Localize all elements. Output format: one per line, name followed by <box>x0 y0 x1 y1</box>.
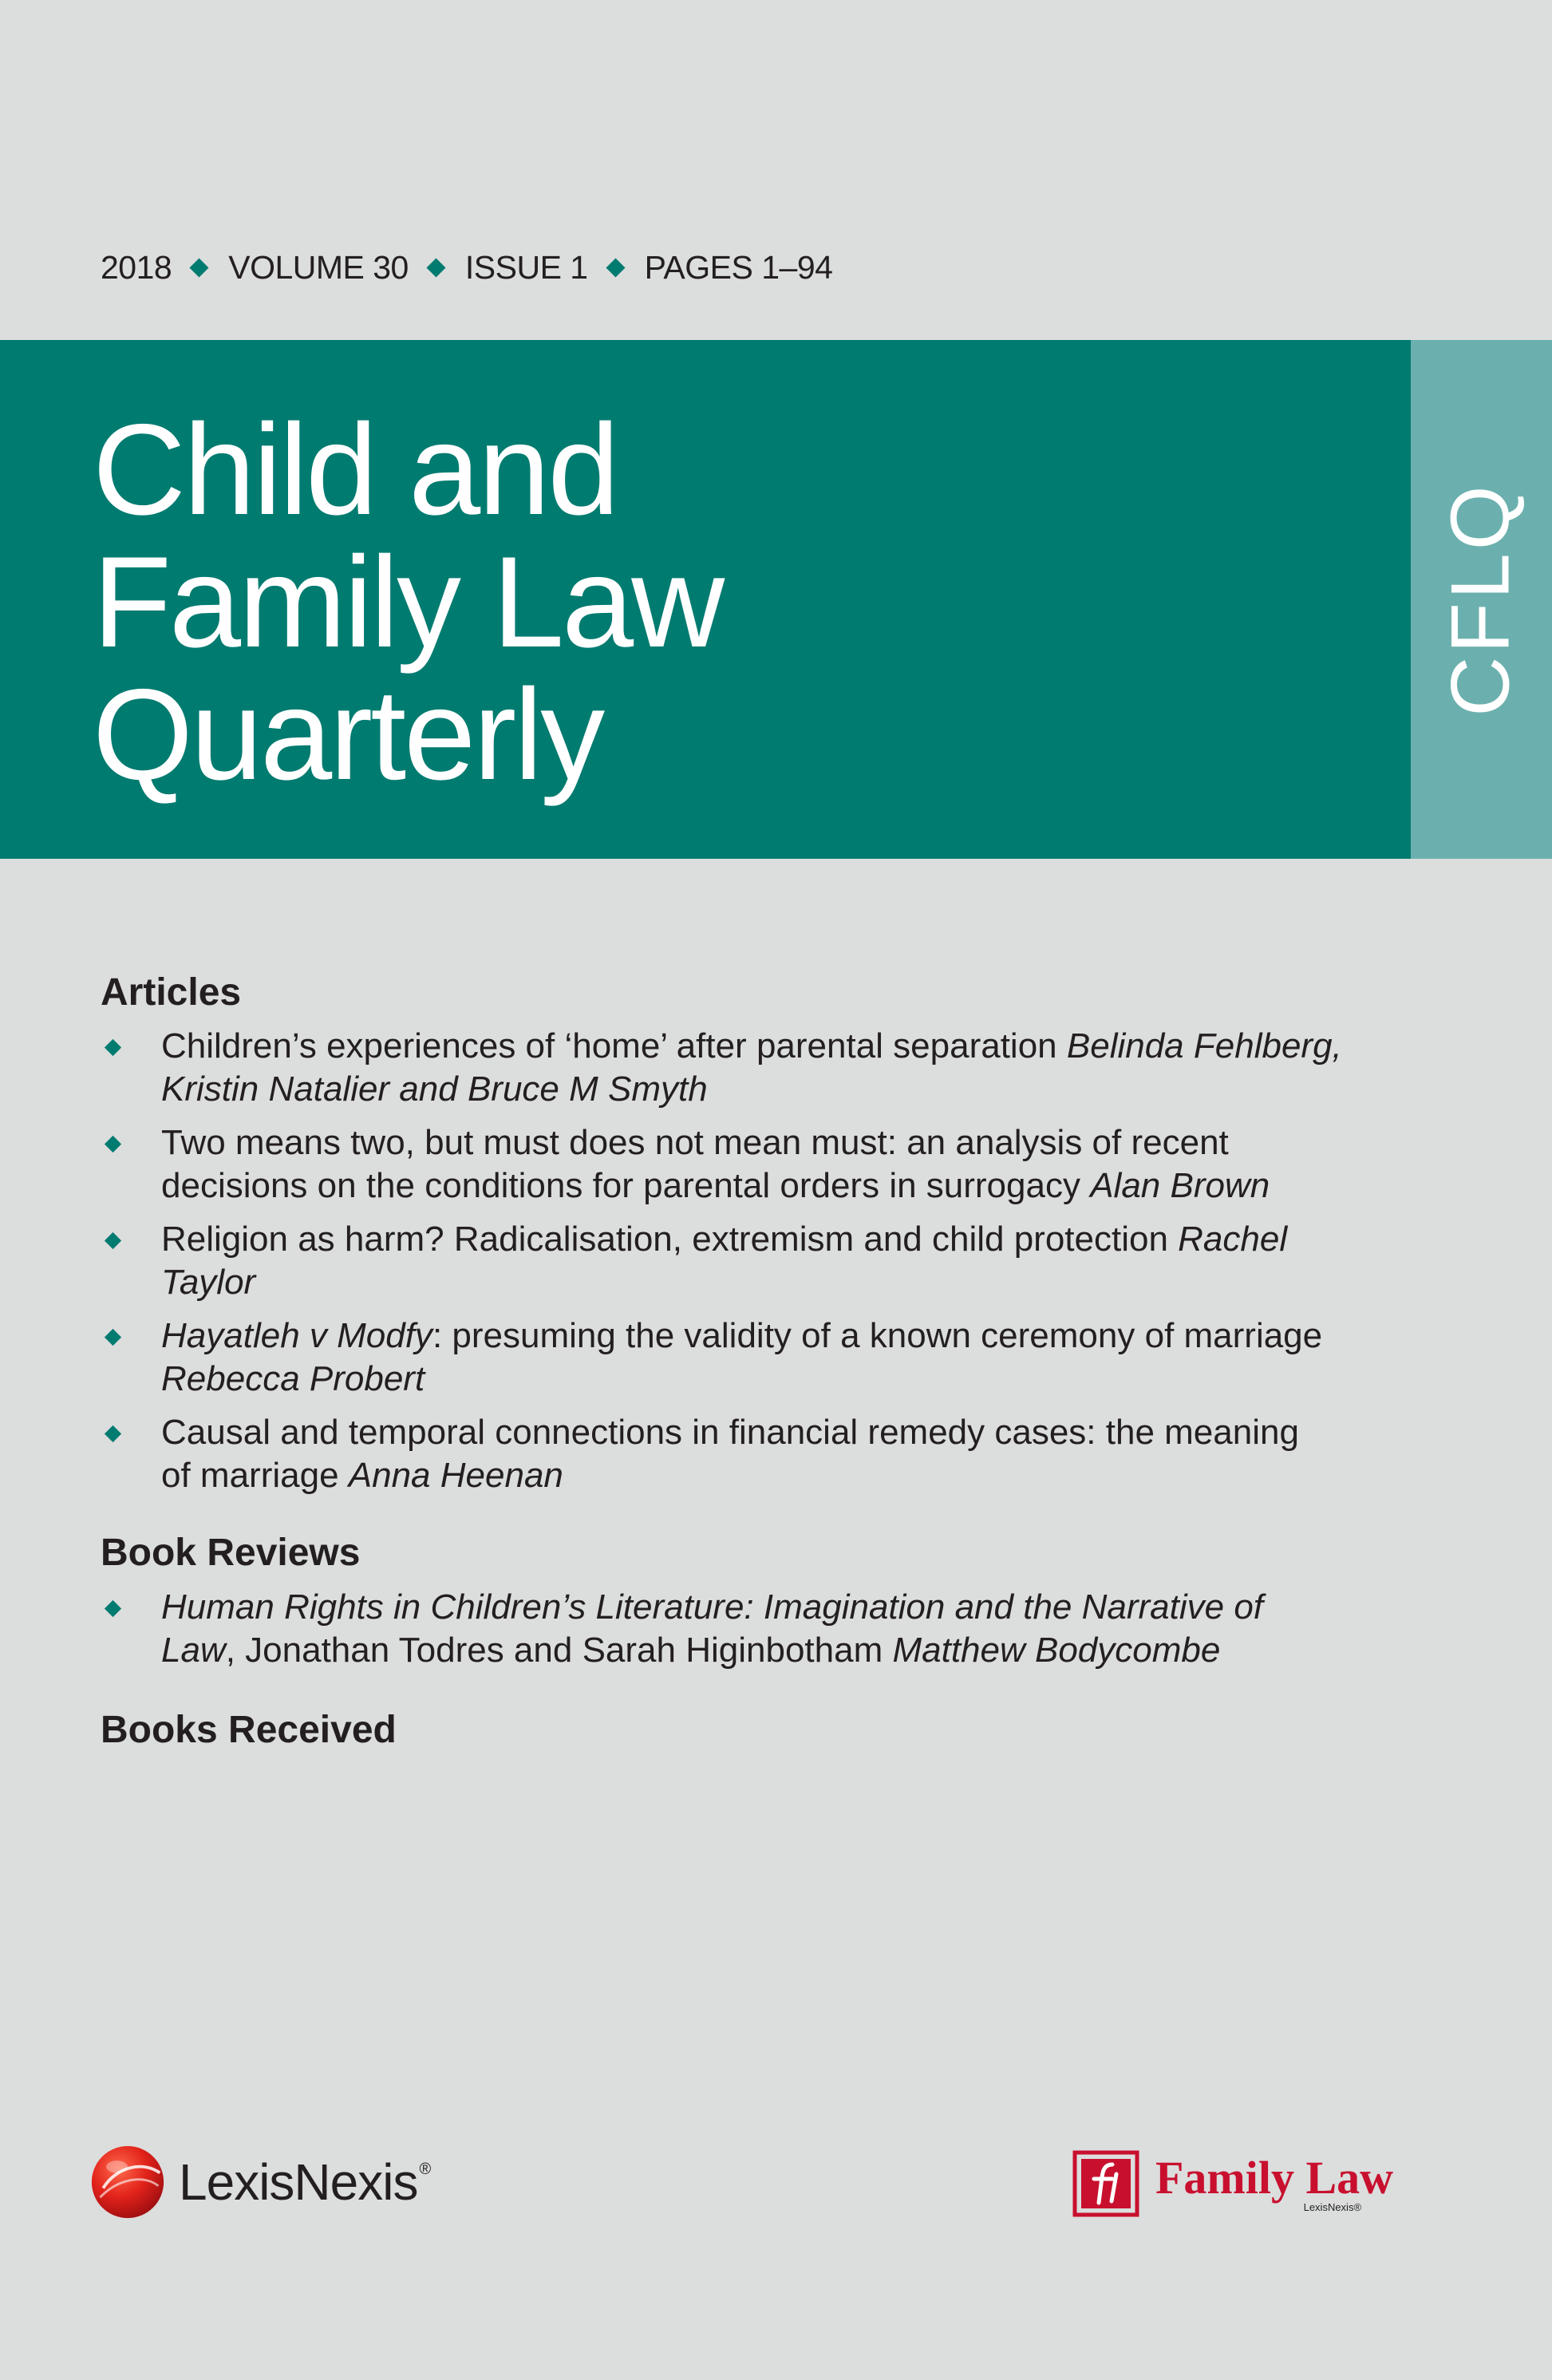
lexisnexis-globe-icon <box>89 2144 166 2220</box>
article-entry <box>101 1218 1425 1304</box>
family-law-logo <box>1072 2150 1393 2217</box>
issue-pages: PAGES 1–94 <box>644 249 833 286</box>
diamond-separator-icon <box>426 258 445 277</box>
diamond-separator-icon <box>606 258 625 277</box>
article-author: Rachel <box>1178 1220 1288 1259</box>
article-author: Rebecca Probert <box>161 1359 425 1398</box>
article-entry <box>101 1025 1425 1111</box>
reviewer: Matthew Bodycombe <box>892 1631 1221 1670</box>
diamond-bullet-icon <box>105 1136 121 1152</box>
diamond-bullet-icon <box>105 1329 121 1346</box>
issue-line <box>101 249 832 287</box>
issue-volume: VOLUME 30 <box>228 249 409 286</box>
article-entry <box>101 1121 1425 1208</box>
lexisnexis-logo <box>89 2144 430 2220</box>
article-title: of marriage <box>161 1456 349 1495</box>
article-title: decisions on the conditions for parental orders in surrogacy <box>161 1166 1091 1205</box>
issue-year: 2018 <box>101 249 172 286</box>
articles-heading: Articles <box>101 971 242 1014</box>
journal-title-line: Family Law <box>93 530 723 674</box>
family-law-publisher: LexisNexis <box>1303 2201 1354 2213</box>
book-title: Human Rights in Children’s Literature: Imagination and the Narrative of <box>161 1587 1264 1627</box>
article-author: Anna Heenan <box>348 1456 563 1495</box>
book-review-entry <box>101 1586 1425 1672</box>
registered-mark: ® <box>419 2161 431 2178</box>
article-author: Taylor <box>161 1263 256 1302</box>
article-title: Causal and temporal connections in financial remedy cases: the meaning <box>161 1413 1299 1452</box>
article-title: Two means two, but must does not mean must: an analysis of recent <box>161 1123 1229 1162</box>
family-law-wordmark: Family Law <box>1155 2152 1394 2204</box>
article-title: : presuming the validity of a known ceremony of marriage <box>432 1316 1323 1355</box>
article-case-name: Hayatleh v Modfy <box>161 1316 432 1355</box>
diamond-separator-icon <box>190 258 209 277</box>
journal-title-line: Child and <box>93 397 618 542</box>
registered-mark: ® <box>1353 2201 1362 2213</box>
books-received-heading: Books Received <box>101 1709 397 1751</box>
book-reviews-heading: Book Reviews <box>101 1532 361 1574</box>
diamond-bullet-icon <box>105 1425 121 1442</box>
article-entry <box>101 1315 1425 1401</box>
book-title: Law <box>161 1631 226 1670</box>
article-author: Belinda Fehlberg, <box>1066 1026 1342 1065</box>
article-author: Kristin Natalier and Bruce M Smyth <box>161 1069 708 1109</box>
journal-title-line: Quarterly <box>93 662 603 807</box>
family-law-monogram-icon <box>1072 2150 1139 2217</box>
journal-title <box>93 397 723 807</box>
diamond-bullet-icon <box>105 1232 121 1249</box>
book-authors: , Jonathan Todres and Sarah Higinbotham <box>225 1631 893 1670</box>
lexisnexis-wordmark: LexisNexis <box>179 2153 418 2211</box>
issue-number: ISSUE 1 <box>464 249 588 286</box>
journal-abbreviation: CFLQ <box>1434 482 1527 717</box>
article-title: Children’s experiences of ‘home’ after parental separation <box>161 1026 1067 1065</box>
diamond-bullet-icon <box>105 1600 121 1617</box>
diamond-bullet-icon <box>105 1039 121 1056</box>
article-author: Alan Brown <box>1090 1166 1270 1205</box>
article-entry <box>101 1411 1425 1497</box>
article-title: Religion as harm? Radicalisation, extremism and child protection <box>161 1220 1179 1259</box>
